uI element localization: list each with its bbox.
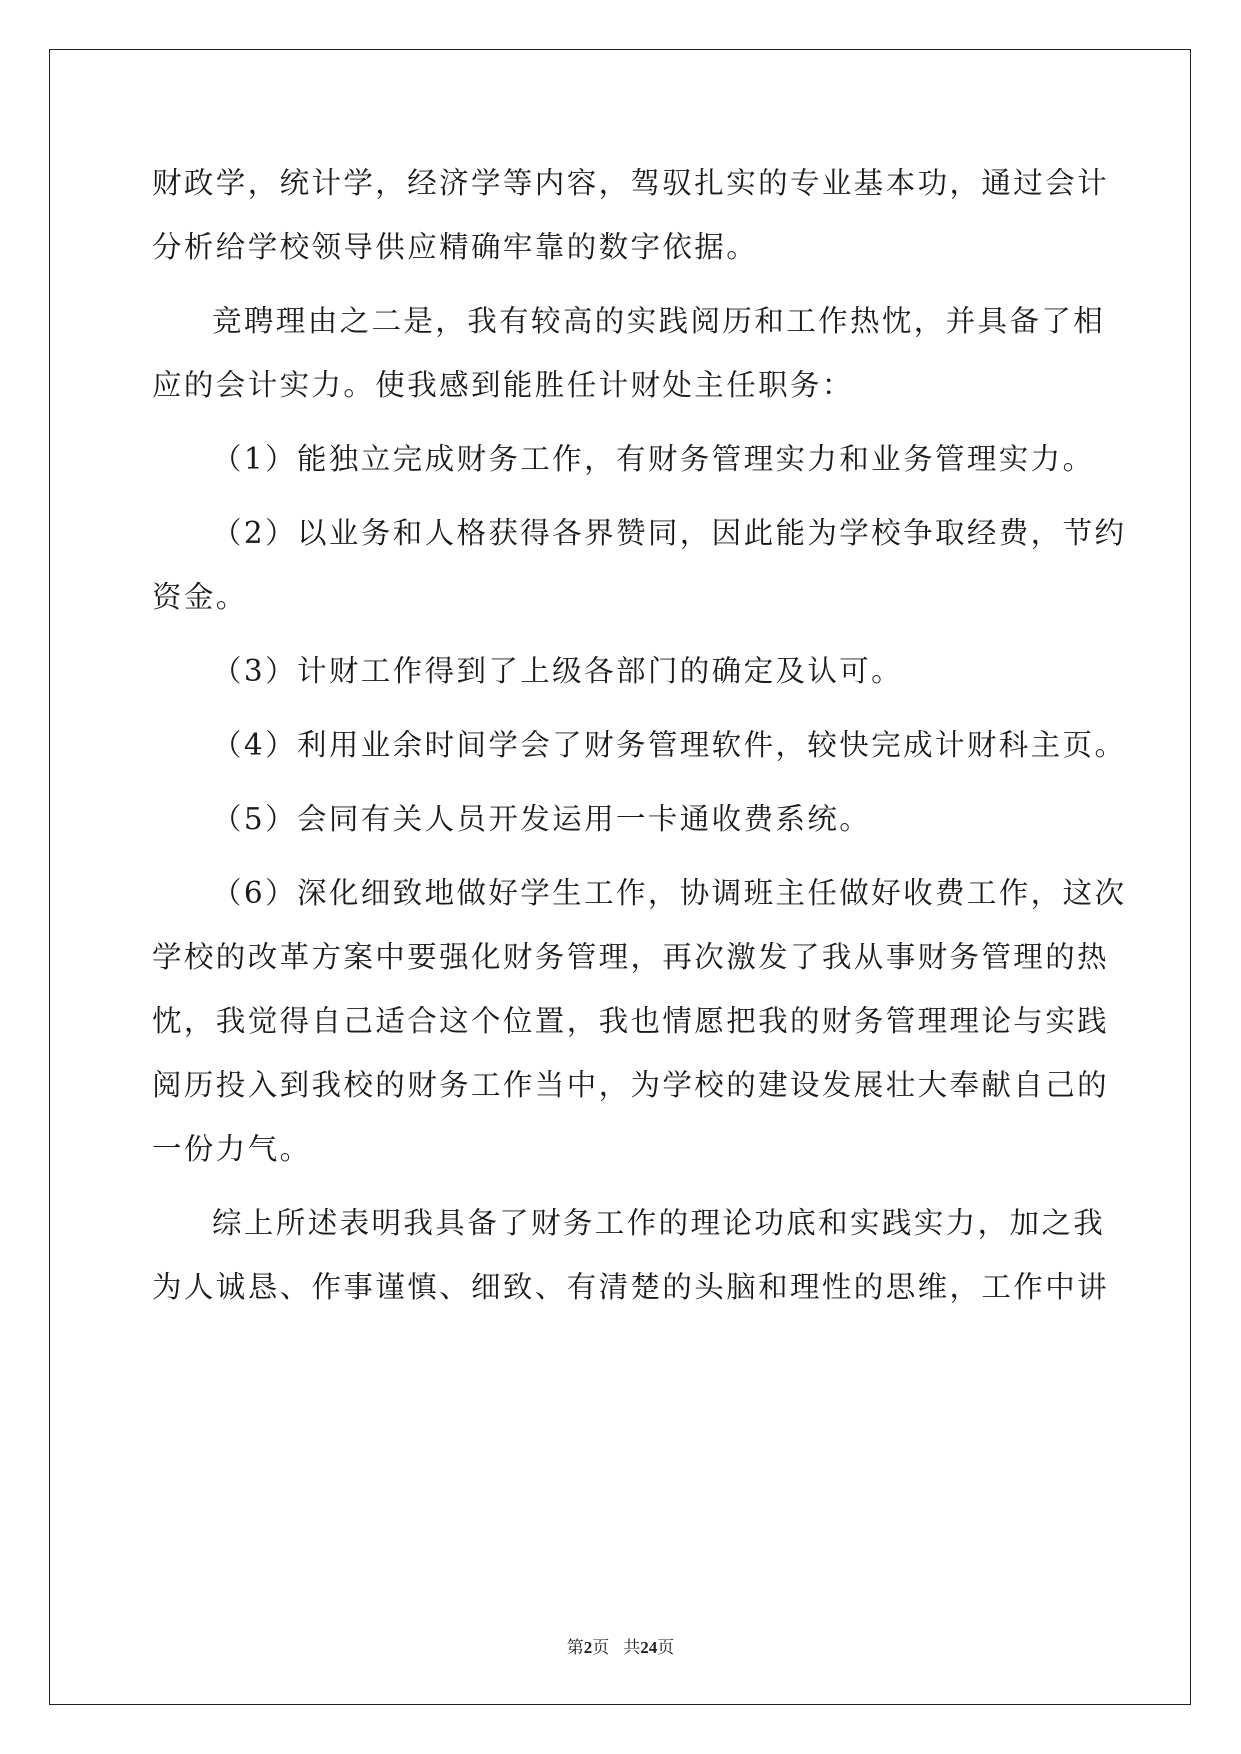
page-number: 2 — [583, 1638, 593, 1657]
text-line: 学校的改革方案中要强化财务管理，再次激发了我从事财务管理的热 — [152, 940, 1110, 974]
page-number-footer — [0, 1636, 1241, 1660]
list-item-1: （1）能独立完成财务工作，有财务管理实力和业务管理实力。 — [212, 442, 1095, 476]
text-line: 资金。 — [152, 580, 248, 614]
list-item-5: （5）会同有关人员开发运用一卡通收费系统。 — [212, 802, 872, 836]
list-item-3: （3）计财工作得到了上级各部门的确定及认可。 — [212, 654, 904, 688]
paragraph-start-line: 竞聘理由之二是，我有较高的实践阅历和工作热忱，并具备了相 — [212, 304, 1106, 338]
total-pages: 24 — [640, 1638, 658, 1657]
page-suffix: 页 — [592, 1638, 610, 1657]
list-item-4: （4）利用业余时间学会了财务管理软件，较快完成计财科主页。 — [212, 728, 1127, 762]
page-prefix: 第 — [566, 1638, 584, 1657]
text-line: 应的会计实力。使我感到能胜任计财处主任职务： — [152, 368, 854, 402]
text-line: 财政学，统计学，经济学等内容，驾驭扎实的专业基本功，通过会计 — [152, 166, 1110, 200]
text-line: 为人诚恳、作事谨慎、细致、有清楚的头脑和理性的思维，工作中讲 — [152, 1270, 1110, 1304]
text-line: 分析给学校领导供应精确牢靠的数字依据。 — [152, 230, 759, 264]
text-line: 忱，我觉得自己适合这个位置，我也情愿把我的财务管理理论与实践 — [152, 1004, 1110, 1038]
list-item-2: （2）以业务和人格获得各界赞同，因此能为学校争取经费，节约 — [212, 516, 1127, 550]
text-line: 一份力气。 — [152, 1132, 312, 1166]
total-suffix: 页 — [657, 1638, 675, 1657]
paragraph-start-line: 综上所述表明我具备了财务工作的理论功底和实践实力，加之我 — [212, 1206, 1106, 1240]
text-line: 阅历投入到我校的财务工作当中，为学校的建设发展壮大奉献自己的 — [152, 1068, 1110, 1102]
list-item-6: （6）深化细致地做好学生工作，协调班主任做好收费工作，这次 — [212, 876, 1127, 910]
total-prefix: 共 — [623, 1638, 641, 1657]
